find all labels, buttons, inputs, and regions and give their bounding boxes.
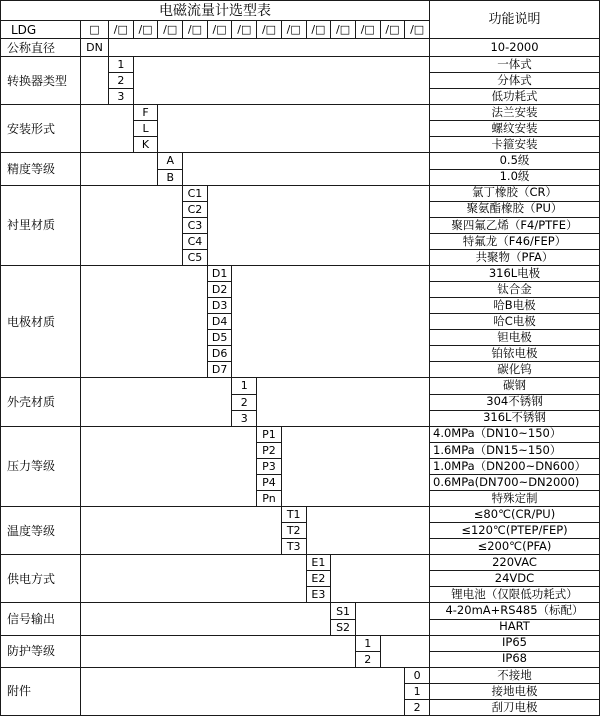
option-description: 螺纹安装	[430, 121, 600, 137]
option-code: P4	[257, 475, 282, 491]
option-description: 聚四氟乙烯（F4/PTFE）	[430, 218, 600, 234]
option-description: 4-20mA+RS485（标配）	[430, 603, 600, 619]
category-left-empty	[81, 378, 232, 426]
option-code: 2	[356, 652, 381, 668]
category-label-2: 安装形式	[1, 105, 81, 153]
option-description: 1.6MPa（DN15~150）	[430, 443, 600, 459]
option-description: 220VAC	[430, 555, 600, 571]
option-description: 碳钢	[430, 378, 600, 394]
model-code-box-5: /□	[208, 21, 233, 39]
category-left-empty	[81, 555, 307, 603]
category-right-empty	[183, 153, 430, 185]
option-description: 304不锈钢	[430, 395, 600, 411]
category-right-empty	[208, 186, 430, 266]
model-code-box-4: /□	[183, 21, 208, 39]
option-description: 刮刀电极	[430, 700, 600, 716]
category-right-empty	[331, 555, 430, 603]
option-description: HART	[430, 620, 600, 636]
option-code: D4	[208, 314, 233, 330]
option-code: D5	[208, 330, 233, 346]
category-label-6: 外壳材质	[1, 378, 81, 426]
category-left-empty	[81, 427, 257, 507]
category-left-empty	[81, 105, 134, 153]
category-label-3: 精度等级	[1, 153, 81, 185]
option-code: 1	[405, 684, 430, 700]
option-code: P3	[257, 459, 282, 475]
option-code: D3	[208, 298, 233, 314]
option-code: T3	[282, 539, 307, 555]
option-code: T1	[282, 507, 307, 523]
option-code: B	[158, 170, 183, 186]
option-description: 1.0MPa（DN200~DN600）	[430, 459, 600, 475]
category-label-7: 压力等级	[1, 427, 81, 507]
option-code: 3	[109, 89, 134, 105]
option-description: 碳化钨	[430, 362, 600, 378]
option-code: 1	[232, 378, 257, 394]
category-label-1: 转换器类型	[1, 57, 81, 105]
option-code: 1	[356, 636, 381, 652]
option-description: 0.6MPa(DN700~DN2000)	[430, 475, 600, 491]
option-code: E2	[307, 571, 332, 587]
option-description: 不接地	[430, 668, 600, 684]
option-code: C4	[183, 234, 208, 250]
category-left-empty	[81, 186, 183, 266]
model-code-box-3: /□	[158, 21, 183, 39]
option-code: P2	[257, 443, 282, 459]
option-description: ≤120℃(PTEP/FEP)	[430, 523, 600, 539]
option-description: 卡箍安装	[430, 137, 600, 153]
option-description: 特殊定制	[430, 491, 600, 507]
option-code: C1	[183, 186, 208, 202]
option-code: 0	[405, 668, 430, 684]
option-description: 钛合金	[430, 282, 600, 298]
diameter-description: 10-2000	[430, 39, 600, 57]
option-description: 法兰安装	[430, 105, 600, 121]
option-description: IP65	[430, 636, 600, 652]
diameter-code: DN	[81, 39, 109, 57]
option-code: T2	[282, 523, 307, 539]
model-code-box-2: /□	[134, 21, 159, 39]
option-code: P1	[257, 427, 282, 443]
option-description: ≤80℃(CR/PU)	[430, 507, 600, 523]
option-code: 3	[232, 411, 257, 427]
option-description: 1.0级	[430, 170, 600, 186]
model-code-box-10: /□	[331, 21, 356, 39]
option-description: 24VDC	[430, 571, 600, 587]
option-description: 316L不锈钢	[430, 411, 600, 427]
model-code-box-9: /□	[307, 21, 332, 39]
option-description: 共聚物（PFA）	[430, 250, 600, 266]
category-right-empty	[381, 636, 430, 668]
option-code: F	[134, 105, 159, 121]
diameter-empty-area	[109, 39, 430, 57]
option-description: 0.5级	[430, 153, 600, 169]
option-description: 低功耗式	[430, 89, 600, 105]
function-column-header: 功能说明	[430, 1, 600, 39]
model-code-box-8: /□	[282, 21, 307, 39]
option-code: S2	[331, 620, 356, 636]
category-left-empty	[81, 153, 158, 185]
model-code-box-13: /□	[405, 21, 430, 39]
option-description: 锂电池（仅限低功耗式）	[430, 587, 600, 603]
option-description: 4.0MPa（DN10~150）	[430, 427, 600, 443]
option-description: 聚氨酯橡胶（PU）	[430, 202, 600, 218]
category-right-empty	[282, 427, 430, 507]
option-description: 哈B电极	[430, 298, 600, 314]
option-description: 316L电极	[430, 266, 600, 282]
option-code: D2	[208, 282, 233, 298]
option-description: 一体式	[430, 57, 600, 73]
model-code-box-6: /□	[232, 21, 257, 39]
category-label-9: 供电方式	[1, 555, 81, 603]
category-right-empty	[158, 105, 430, 153]
category-left-empty	[81, 507, 282, 555]
option-code: Pn	[257, 491, 282, 507]
option-description: 接地电极	[430, 684, 600, 700]
option-description: IP68	[430, 652, 600, 668]
category-left-empty	[81, 266, 208, 379]
option-code: 1	[109, 57, 134, 73]
option-code: D1	[208, 266, 233, 282]
diameter-label: 公称直径	[1, 39, 81, 57]
option-description: 哈C电极	[430, 314, 600, 330]
table-title: 电磁流量计选型表	[1, 1, 430, 21]
category-left-empty	[81, 603, 331, 635]
category-right-empty	[356, 603, 430, 635]
option-description: 氯丁橡胶（CR）	[430, 186, 600, 202]
category-right-empty	[257, 378, 430, 426]
option-code: A	[158, 153, 183, 169]
model-code-box-11: /□	[356, 21, 381, 39]
category-label-5: 电极材质	[1, 266, 81, 379]
option-code: C5	[183, 250, 208, 266]
option-description: 特氟龙（F46/FEP）	[430, 234, 600, 250]
model-code-box-1: /□	[109, 21, 134, 39]
category-right-empty	[232, 266, 430, 379]
option-description: 铂铱电极	[430, 346, 600, 362]
category-label-8: 温度等级	[1, 507, 81, 555]
category-label-10: 信号输出	[1, 603, 81, 635]
option-code: S1	[331, 603, 356, 619]
option-code: D6	[208, 346, 233, 362]
option-code: D7	[208, 362, 233, 378]
option-code: 2	[232, 395, 257, 411]
model-first-box: □	[81, 21, 109, 39]
option-code: 2	[109, 73, 134, 89]
model-code-box-12: /□	[381, 21, 406, 39]
option-description: 分体式	[430, 73, 600, 89]
option-code: 2	[405, 700, 430, 716]
option-code: L	[134, 121, 159, 137]
model-code-box-7: /□	[257, 21, 282, 39]
category-label-11: 防护等级	[1, 636, 81, 668]
option-code: E1	[307, 555, 332, 571]
category-left-empty	[81, 57, 109, 105]
category-right-empty	[307, 507, 430, 555]
option-description: ≤200℃(PFA)	[430, 539, 600, 555]
category-left-empty	[81, 636, 356, 668]
category-label-4: 衬里材质	[1, 186, 81, 266]
option-description: 钽电极	[430, 330, 600, 346]
option-code: K	[134, 137, 159, 153]
model-prefix: LDG	[1, 21, 81, 39]
option-code: E3	[307, 587, 332, 603]
option-code: C3	[183, 218, 208, 234]
category-label-12: 附件	[1, 668, 81, 716]
category-left-empty	[81, 668, 405, 716]
category-right-empty	[134, 57, 430, 105]
option-code: C2	[183, 202, 208, 218]
